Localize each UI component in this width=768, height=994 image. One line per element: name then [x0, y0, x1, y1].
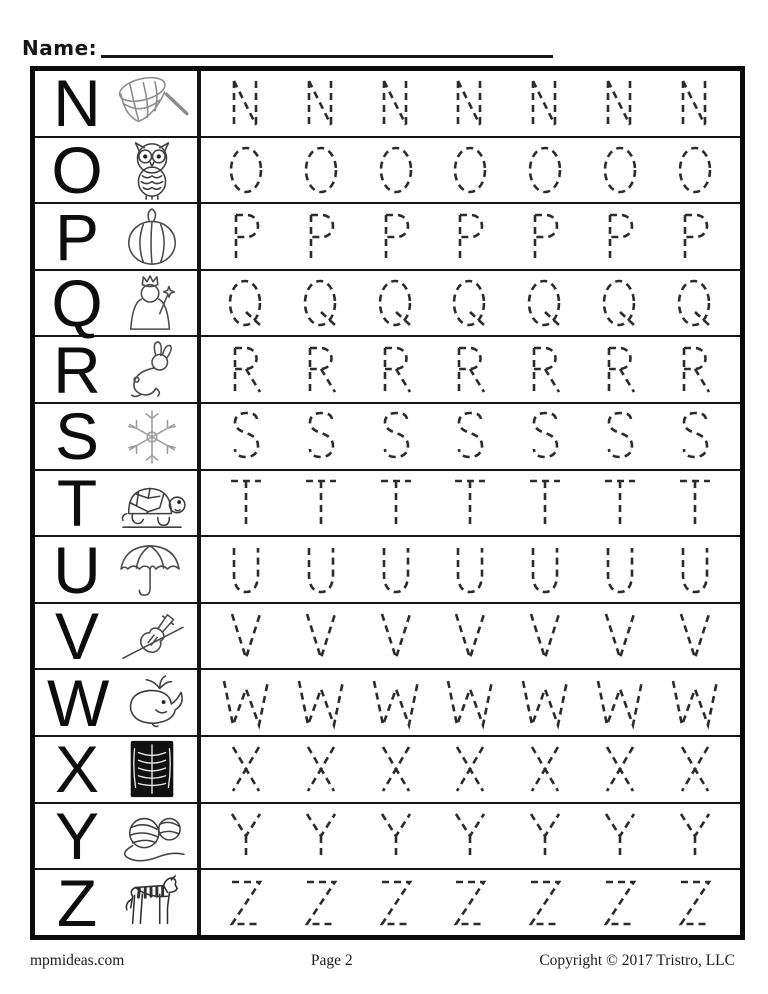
trace-letter — [524, 142, 566, 198]
trace-cell-s — [201, 404, 740, 469]
letter-row-p — [35, 199, 740, 274]
trace-letter — [220, 675, 272, 731]
trace-letter — [376, 475, 416, 531]
trace-letter — [526, 209, 564, 265]
letter-row-t — [35, 465, 740, 540]
trace-letter — [675, 608, 715, 664]
solid-letter: O — [51, 132, 103, 207]
trace-letter — [301, 475, 341, 531]
name-label: Name: — [22, 36, 98, 60]
trace-cell-p — [201, 204, 740, 269]
yarn-icon — [107, 806, 197, 866]
trace-letter — [675, 808, 715, 864]
trace-cell-n — [201, 71, 740, 136]
trace-cell-y — [201, 804, 740, 869]
letter-row-n — [35, 66, 740, 141]
trace-letter — [295, 675, 347, 731]
solid-letter: V — [54, 599, 100, 674]
trace-letter — [599, 875, 641, 931]
pumpkin-icon — [107, 207, 197, 267]
trace-letter — [525, 608, 565, 664]
solid-letter: P — [54, 199, 100, 274]
trace-cell-o — [201, 138, 740, 203]
trace-letter — [226, 741, 266, 797]
trace-letter — [675, 475, 715, 531]
trace-letter — [224, 275, 268, 331]
trace-letter — [450, 608, 490, 664]
trace-letter — [226, 475, 266, 531]
trace-letter — [526, 408, 564, 464]
letter-row-q — [35, 266, 740, 341]
letter-row-y — [35, 799, 740, 873]
letter-cell-z — [35, 865, 201, 940]
trace-letter — [376, 542, 416, 598]
trace-letter — [523, 275, 567, 331]
trace-letter — [226, 542, 266, 598]
trace-letter — [450, 542, 490, 598]
letter-cell-s — [35, 399, 201, 474]
trace-letter — [444, 675, 496, 731]
trace-letter — [375, 142, 417, 198]
trace-letter — [600, 75, 640, 131]
trace-letter — [600, 542, 640, 598]
trace-letter — [450, 475, 490, 531]
letter-cell-u — [35, 532, 201, 607]
trace-letter — [374, 275, 418, 331]
name-block — [22, 36, 553, 60]
name-write-line — [101, 55, 553, 58]
solid-letter: U — [53, 532, 101, 607]
solid-letter: T — [56, 465, 98, 540]
trace-letter — [301, 808, 341, 864]
trace-letter — [451, 209, 489, 265]
trace-cell-r — [201, 337, 740, 402]
letter-row-o — [35, 132, 740, 207]
footer — [30, 952, 735, 970]
letter-cell-p — [35, 199, 201, 274]
trace-letter — [525, 741, 565, 797]
rabbit-icon — [107, 340, 197, 400]
trace-cell-u — [201, 537, 740, 602]
zebra-icon — [107, 873, 197, 933]
trace-letter — [450, 808, 490, 864]
trace-letter — [598, 275, 642, 331]
trace-letter — [675, 75, 715, 131]
letter-cell-r — [35, 332, 201, 407]
trace-letter — [600, 808, 640, 864]
tracing-table — [30, 66, 745, 940]
letter-row-x — [35, 732, 740, 807]
trace-letter — [376, 342, 416, 398]
trace-letter — [525, 75, 565, 131]
solid-letter: X — [54, 732, 100, 807]
trace-letter — [594, 675, 646, 731]
trace-letter — [669, 675, 721, 731]
trace-letter — [674, 875, 716, 931]
letter-cell-t — [35, 465, 201, 540]
trace-letter — [370, 675, 422, 731]
turtle-icon — [107, 473, 197, 533]
trace-letter — [674, 142, 716, 198]
trace-cell-x — [201, 737, 740, 802]
trace-letter — [599, 142, 641, 198]
footer-copyright: Copyright © 2017 Tristro, LLC — [539, 952, 735, 969]
whale-icon — [107, 673, 197, 733]
trace-letter — [302, 209, 340, 265]
trace-letter — [600, 475, 640, 531]
trace-letter — [301, 75, 341, 131]
trace-letter — [600, 608, 640, 664]
solid-letter: W — [47, 665, 110, 740]
solid-letter: Y — [54, 799, 100, 873]
trace-cell-w — [201, 670, 740, 735]
letter-cell-n — [35, 66, 201, 141]
trace-letter — [673, 275, 717, 331]
letter-cell-y — [35, 799, 201, 873]
letter-cell-x — [35, 732, 201, 807]
trace-letter — [376, 75, 416, 131]
trace-letter — [377, 209, 415, 265]
solid-letter: Z — [56, 865, 98, 940]
trace-letter — [675, 542, 715, 598]
letter-cell-w — [35, 665, 201, 740]
letter-row-v — [35, 599, 740, 674]
letter-cell-q — [35, 266, 201, 341]
trace-letter — [525, 475, 565, 531]
queen-icon — [107, 273, 197, 333]
trace-letter — [450, 342, 490, 398]
trace-letter — [525, 542, 565, 598]
letter-cell-o — [35, 132, 201, 207]
net-icon — [107, 73, 197, 133]
trace-letter — [299, 275, 343, 331]
trace-letter — [600, 342, 640, 398]
trace-letter — [226, 342, 266, 398]
solid-letter: R — [53, 332, 101, 407]
trace-letter — [226, 808, 266, 864]
trace-letter — [376, 741, 416, 797]
footer-page-number: Page 2 — [310, 952, 353, 969]
trace-letter — [600, 741, 640, 797]
trace-letter — [450, 741, 490, 797]
solid-letter: Q — [51, 266, 103, 341]
trace-letter — [519, 675, 571, 731]
trace-letter — [376, 608, 416, 664]
trace-letter — [300, 875, 342, 931]
trace-letter — [676, 209, 714, 265]
trace-letter — [449, 875, 491, 931]
trace-letter — [301, 542, 341, 598]
trace-cell-v — [201, 604, 740, 669]
trace-cell-z — [201, 870, 740, 935]
trace-letter — [525, 342, 565, 398]
trace-letter — [227, 408, 265, 464]
solid-letter: S — [54, 399, 100, 474]
trace-letter — [301, 608, 341, 664]
owl-icon — [107, 140, 197, 200]
trace-letter — [301, 342, 341, 398]
trace-cell-q — [201, 271, 740, 336]
x-ray-icon — [107, 739, 197, 799]
letter-row-s — [35, 399, 740, 474]
letter-row-w — [35, 665, 740, 740]
footer-site: mpmideas.com — [30, 952, 125, 969]
violin-icon — [107, 606, 197, 666]
trace-letter — [301, 741, 341, 797]
trace-letter — [451, 408, 489, 464]
trace-letter — [675, 741, 715, 797]
trace-letter — [227, 209, 265, 265]
trace-letter — [525, 808, 565, 864]
trace-letter — [226, 75, 266, 131]
umbrella-icon — [107, 540, 197, 600]
letter-row-u — [35, 532, 740, 607]
trace-letter — [300, 142, 342, 198]
trace-letter — [601, 408, 639, 464]
letter-row-z — [35, 865, 740, 940]
trace-letter — [675, 342, 715, 398]
trace-letter — [449, 142, 491, 198]
trace-letter — [302, 408, 340, 464]
trace-letter — [225, 875, 267, 931]
trace-letter — [676, 408, 714, 464]
letter-row-r — [35, 332, 740, 407]
trace-letter — [448, 275, 492, 331]
trace-letter — [524, 875, 566, 931]
trace-letter — [601, 209, 639, 265]
trace-letter — [226, 608, 266, 664]
solid-letter: N — [53, 66, 101, 141]
trace-cell-t — [201, 471, 740, 536]
letter-cell-v — [35, 599, 201, 674]
trace-letter — [225, 142, 267, 198]
trace-letter — [376, 808, 416, 864]
snowflake-icon — [107, 406, 197, 466]
trace-letter — [377, 408, 415, 464]
trace-letter — [375, 875, 417, 931]
trace-letter — [450, 75, 490, 131]
